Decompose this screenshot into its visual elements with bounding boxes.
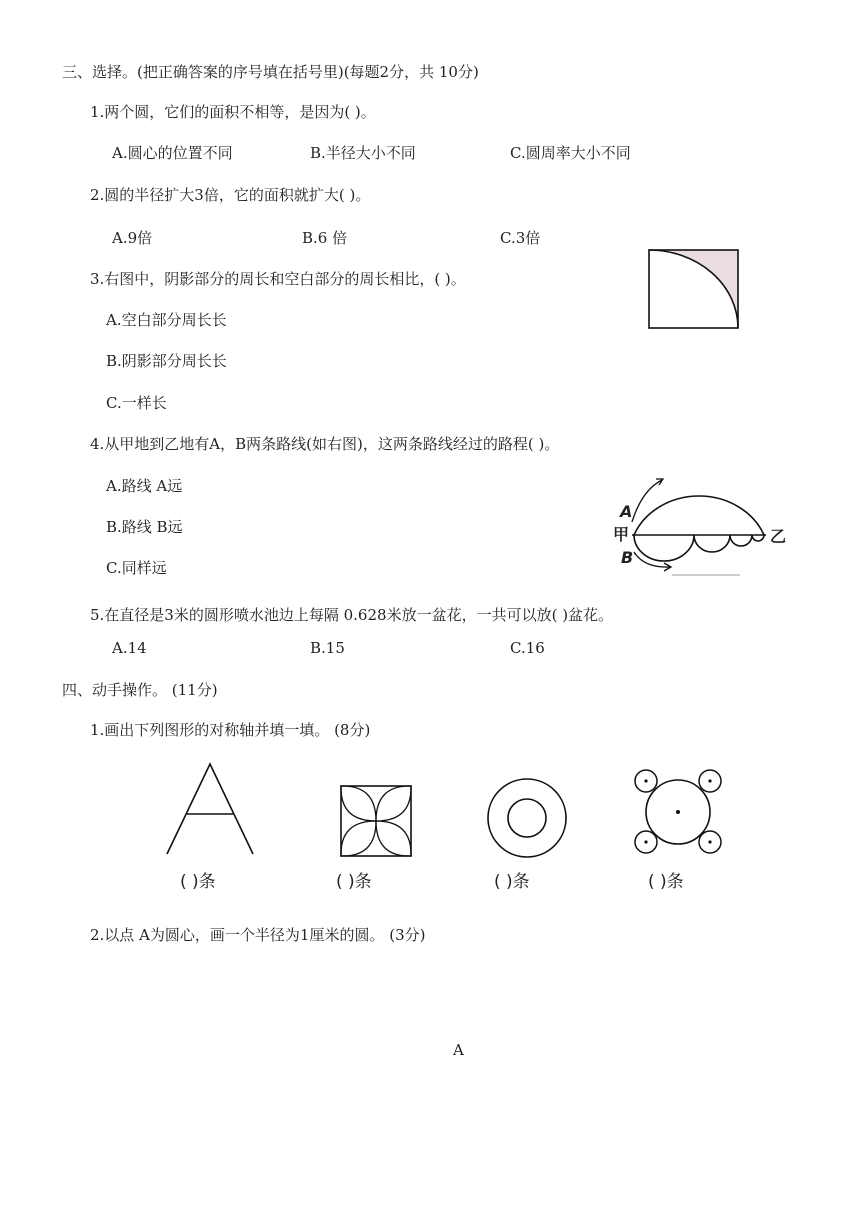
route-b-arcs (634, 535, 764, 561)
end-label: 乙 (770, 527, 787, 546)
letter-a-shape (165, 762, 257, 858)
petal-top-right (376, 786, 411, 821)
concentric-circles-shape (486, 777, 568, 859)
section-4-heading: 四、动手操作。 (11分) (62, 681, 218, 699)
question-2-option-a: A.9倍 (112, 229, 153, 247)
letter-a-legs (167, 764, 253, 854)
question-5-option-a: A.14 (112, 639, 147, 657)
point-a-label: A (453, 1041, 464, 1059)
question-4-option-a: A.路线 A远 (106, 477, 183, 495)
question-1-option-b: B.半径大小不同 (310, 144, 416, 162)
question-3-option-a: A.空白部分周长长 (106, 311, 227, 329)
question-5-stem: 5.在直径是3米的圆形喷水池边上每隔 0.628米放一盆花，一共可以放( )盆花。 (90, 606, 614, 624)
inner-circle (508, 799, 546, 837)
answer-blank-4[interactable]: ( )条 (648, 872, 684, 892)
route-figure (612, 470, 792, 580)
question-1-option-a: A.圆心的位置不同 (112, 144, 233, 162)
question-2-stem: 2.圆的半径扩大3倍，它的面积就扩大( )。 (90, 186, 371, 204)
route-b-label: B (621, 548, 634, 567)
answer-blank-2[interactable]: ( )条 (336, 872, 372, 892)
route-a-arc (634, 496, 764, 535)
question-4-option-b: B.路线 B远 (106, 518, 183, 536)
petal-top-left (341, 786, 376, 821)
answer-blank-3[interactable]: ( )条 (494, 872, 530, 892)
center-dot (676, 810, 680, 814)
question-2-option-c: C.3倍 (500, 229, 541, 247)
answer-blank-1[interactable]: ( )条 (180, 872, 216, 892)
small-dot-bottom-left (644, 840, 647, 843)
shaded-region (649, 250, 738, 328)
question-3-option-b: B.阴影部分周长长 (106, 352, 227, 370)
circle-with-dots-shape (632, 768, 724, 856)
route-a-label: A (620, 502, 633, 521)
small-dot-top-right (708, 779, 711, 782)
question-1-option-c: C.圆周率大小不同 (510, 144, 631, 162)
small-dot-top-left (644, 779, 647, 782)
question-3-option-c: C.一样长 (106, 394, 167, 412)
question-3-stem: 3.右图中，阴影部分的周长和空白部分的周长相比，( )。 (90, 270, 466, 288)
section-4-question-1-stem: 1.画出下列图形的对称轴并填一填。 (8分) (90, 721, 371, 739)
question-5-option-c: C.16 (510, 639, 545, 657)
square-petal-shape (340, 785, 412, 857)
section-3-heading: 三、选择。(把正确答案的序号填在括号里)(每题2分，共 10分) (62, 63, 479, 81)
question-1-stem: 1.两个圆，它们的面积不相等，是因为( )。 (90, 103, 376, 121)
petal-bottom-right (376, 821, 411, 856)
small-dot-bottom-right (708, 840, 711, 843)
outer-circle (488, 779, 566, 857)
question-2-option-b: B.6 倍 (302, 229, 348, 247)
start-label: 甲 (613, 525, 630, 544)
question-4-stem: 4.从甲地到乙地有A，B两条路线(如右图)，这两条路线经过的路程( )。 (90, 435, 560, 453)
question-4-option-c: C.同样远 (106, 559, 167, 577)
petal-bottom-left (341, 821, 376, 856)
section-4-question-2-stem: 2.以点 A为圆心，画一个半径为1厘米的圆。 (3分) (90, 926, 426, 944)
square-quarter-circle-figure (648, 249, 740, 329)
question-5-option-b: B.15 (310, 639, 345, 657)
